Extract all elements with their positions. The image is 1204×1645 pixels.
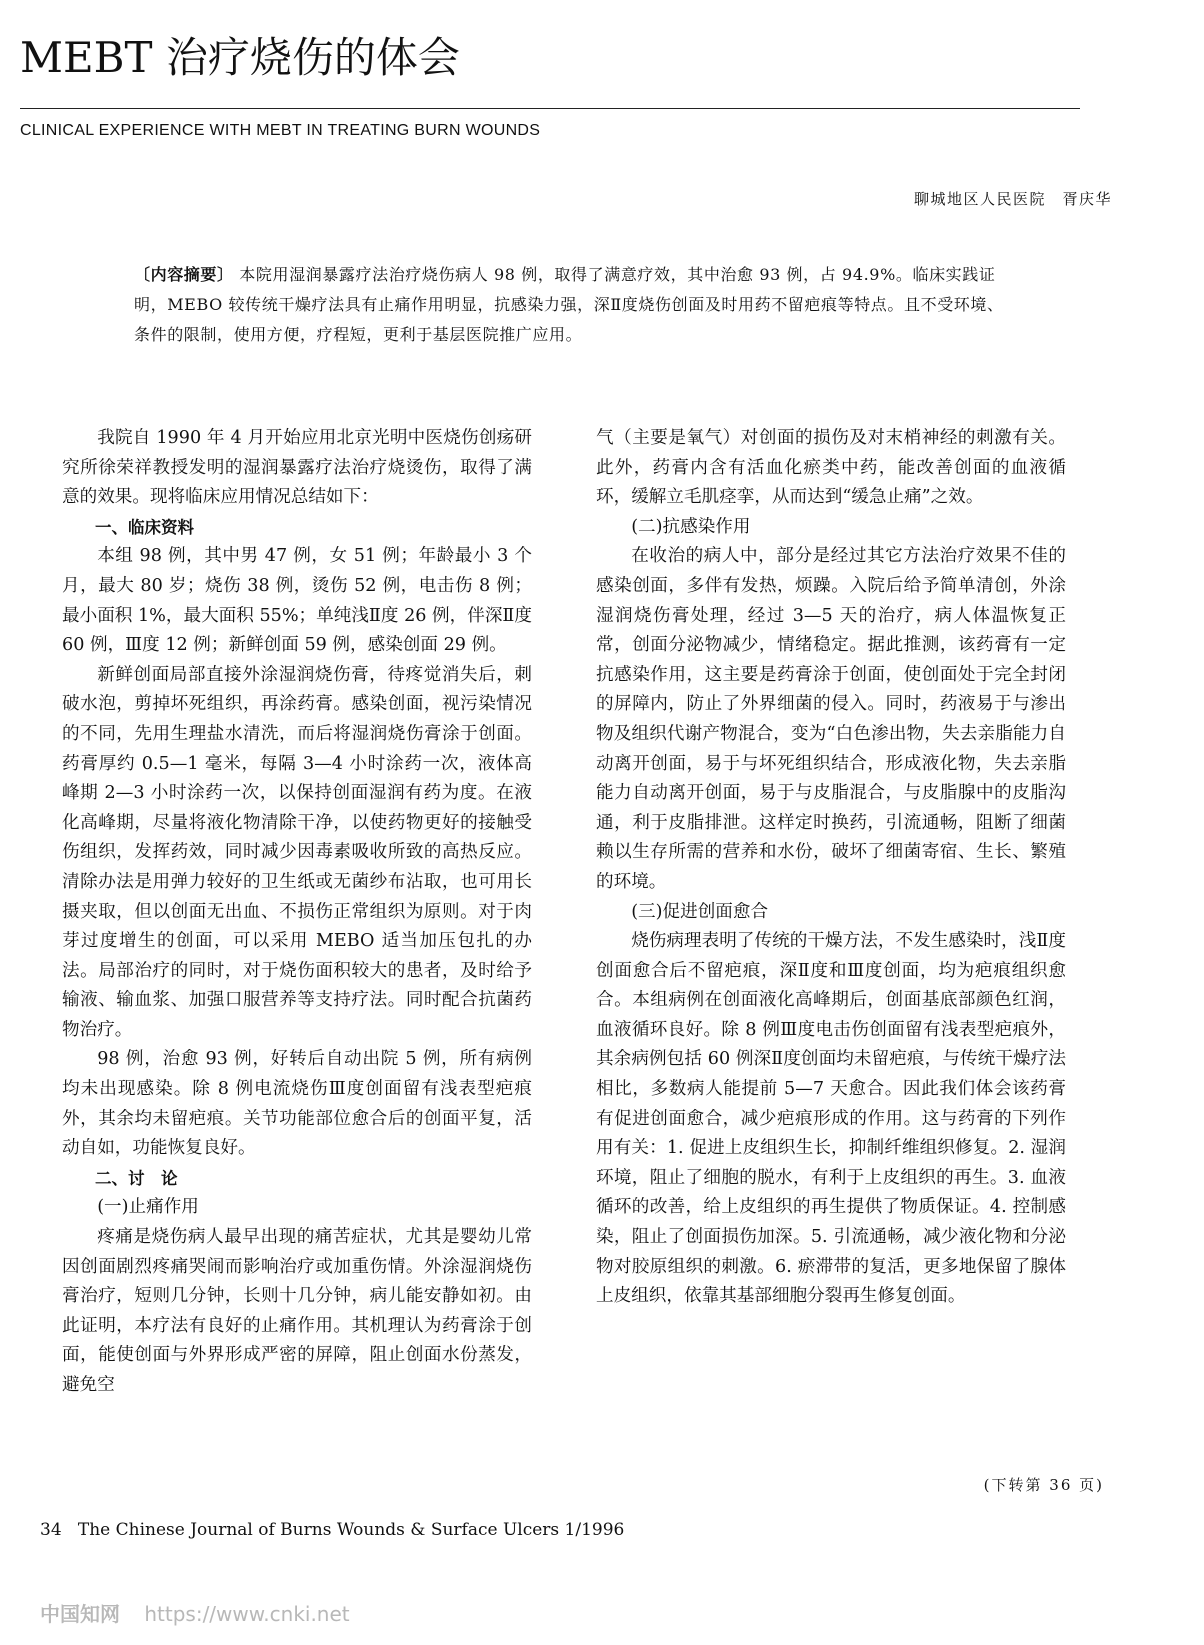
article-title: MEBT 治疗烧伤的体会 bbox=[20, 33, 460, 82]
paragraph-analgesia: 疼痛是烧伤病人最早出现的痛苦症状，尤其是婴幼儿常因创面剧烈疼痛哭闹而影响治疗或加重伤情。外涂湿润烧伤膏治疗，短则几分钟，长则十几分钟，病儿能安静如初。由此证明，本疗法有良好的止痛作用。其机理认为药膏涂于创面，能使创面与外界形成严密的屏障，阻止创面水份蒸发，避免空 bbox=[62, 1227, 532, 1395]
intro-paragraph: 我院自 1990 年 4 月开始应用北京光明中医烧伤创疡研究所徐荣祥教授发明的湿润暴露疗法治疗烧烫伤，取得了满意的效果。现将临床应用情况总结如下： bbox=[62, 428, 532, 508]
journal-citation: The Chinese Journal of Burns Wounds & Surface Ulcers 1/1996 bbox=[77, 1520, 625, 1540]
abstract-label: 〔内容摘要〕 bbox=[134, 265, 234, 284]
left-column bbox=[62, 424, 532, 1401]
right-column bbox=[596, 424, 1066, 1312]
english-title: CLINICAL EXPERIENCE WITH MEBT IN TREATING BURN WOUNDS bbox=[20, 122, 541, 139]
page-footer bbox=[40, 1520, 624, 1540]
subheading-anti-infection: (二)抗感染作用 bbox=[631, 516, 751, 537]
subheading-analgesia: (一)止痛作用 bbox=[97, 1197, 199, 1218]
paragraph-healing: 烧伤病理表明了传统的干燥方法，不发生感染时，浅Ⅱ度创面愈合后不留疤痕，深Ⅱ度和Ⅲ度创面，均为疤痕组织愈合。本组病例在创面液化高峰期后，创面基底部颜色红润，血液循环良好。除 8 例Ⅲ度电击伤创面留有浅表型疤痕外，其余病例包括 60 例深Ⅱ度创面均未留疤痕，与传统干燥疗法相比，多数病人能提前 5—7 天愈合。因此我们体会该药膏有促进创面愈合，减少疤痕形成的作用。这与药膏的下列作用有关：1. 促进上皮组织生长，抑制纤维组织修复。2. 湿润环境，阻止了细胞的脱水，有利于上皮组织的再生。3. 血液循环的改善，给上皮组织的再生提供了物质保证。4. 控制感染，阻止了创面损伤加深。5. 引流通畅，减少液化物和分泌物对胶原组织的刺激。6. 瘀滞带的复活，更多地保留了腺体上皮组织，依靠其基部细胞分裂再生修复创面。 bbox=[596, 931, 1066, 1307]
section-heading-discussion: 二、讨 论 bbox=[95, 1168, 178, 1188]
section-heading-clinical-data: 一、临床资料 bbox=[95, 517, 194, 537]
paragraph-results: 98 例，治愈 93 例，好转后自动出院 5 例，所有病例均未出现感染。除 8 例电流烧伤Ⅲ度创面留有浅表型疤痕外，其余均未留疤痕。关节功能部位愈合后的创面平复，活动自如，功能恢复良好。 bbox=[62, 1049, 532, 1159]
title-divider bbox=[20, 108, 1080, 109]
paragraph-cases: 本组 98 例，其中男 47 例，女 51 例；年龄最小 3 个月，最大 80 岁；烧伤 38 例，烫伤 52 例，电击伤 8 例；最小面积 1%，最大面积 55%；单纯浅Ⅱ度 26 例，伴深Ⅱ度 60 例，Ⅲ度 12 例；新鲜创面 59 例，感染创面 29 例。 bbox=[62, 546, 532, 656]
watermark-brand: 中国知网 bbox=[40, 1602, 120, 1626]
paragraph-analgesia-continued: 气（主要是氧气）对创面的损伤及对末梢神经的刺激有关。此外，药膏内含有活血化瘀类中药，能改善创面的血液循环，缓解立毛肌痉挛，从而达到“缓急止痛”之效。 bbox=[596, 428, 1066, 508]
watermark-url: https://www.cnki.net bbox=[144, 1602, 350, 1626]
abstract bbox=[134, 260, 1010, 350]
page-number: 34 bbox=[40, 1520, 62, 1540]
paragraph-anti-infection: 在收治的病人中，部分是经过其它方法治疗效果不佳的感染创面，多伴有发热，烦躁。入院后给予简单清创，外涂湿润烧伤膏处理，经过 3—5 天的治疗，病人体温恢复正常，创面分泌物减少，情绪稳定。据此推测，该药膏有一定抗感染作用，这主要是药膏涂于创面，使创面处于完全封闭的屏障内，防止了外界细菌的侵入。同时，药液易于与渗出物及组织代谢产物混合，变为“白色渗出物，失去亲脂能力自动离开创面，易于与坏死组织结合，形成液化物，失去亲脂能力自动离开创面，易于与皮脂混合，与皮脂腺中的皮脂沟通，利于皮脂排泄。这样定时换药，引流通畅，阻断了细菌赖以生存所需的营养和水份，破坏了细菌寄宿、生长、繁殖的环境。 bbox=[596, 546, 1066, 892]
paragraph-treatment: 新鲜创面局部直接外涂湿润烧伤膏，待疼觉消失后，刺破水泡，剪掉坏死组织，再涂药膏。感染创面，视污染情况的不同，先用生理盐水清洗，而后将湿润烧伤膏涂于创面。药膏厚约 0.5—1 毫米，每隔 3—4 小时涂药一次，液体高峰期 2—3 小时涂药一次，以保持创面湿润有药为度。在液化高峰期，尽量将液化物清除干净，以使药物更好的接触受伤组织，发挥药效，同时减少因毒素吸收所致的高热反应。清除办法是用弹力较好的卫生纸或无菌纱布沾取，也可用长摄夹取，但以创面无出血、不损伤正常组织为原则。对于肉芽过度增生的创面，可以采用 MEBO 适当加压包扎的办法。局部治疗的同时，对于烧伤面积较大的患者，及时给予输液、输血浆、加强口服营养等支持疗法。同时配合抗菌药物治疗。 bbox=[62, 664, 532, 1040]
continued-note: (下转第 36 页) bbox=[983, 1476, 1104, 1494]
author-affiliation: 聊城地区人民医院 胥庆华 bbox=[913, 190, 1112, 208]
watermark bbox=[40, 1598, 350, 1627]
subheading-healing: (三)促进创面愈合 bbox=[631, 901, 769, 922]
abstract-text: 本院用湿润暴露疗法治疗烧伤病人 98 例，取得了满意疗效，其中治愈 93 例，占 94.9%。临床实践证明，MEBO 较传统干燥疗法具有止痛作用明显，抗感染力强，深Ⅱ度烧伤创面及时用药不留疤痕等特点。且不受环境、条件的限制，使用方便，疗程短，更利于基层医院推广应用。 bbox=[134, 265, 1004, 344]
